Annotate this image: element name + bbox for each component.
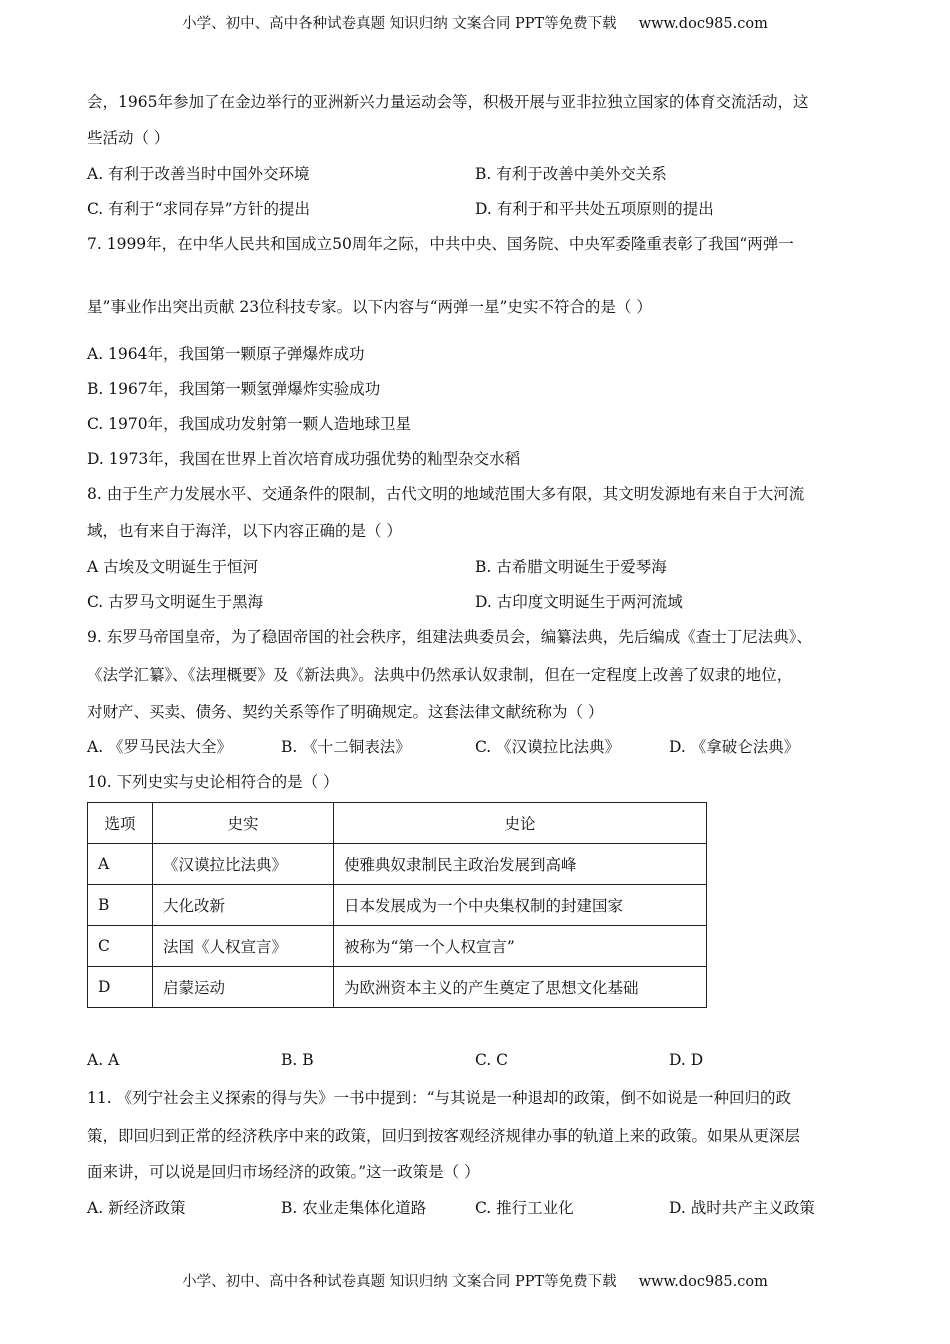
table-cell: B xyxy=(88,885,153,926)
q10-option-d: D. D xyxy=(669,1051,704,1069)
table-cell: 为欧洲资本主义的产生奠定了思想文化基础 xyxy=(334,967,707,1008)
q9-option-b: B. 《十二铜表法》 xyxy=(281,738,411,756)
q9-option-a: A. 《罗马民法大全》 xyxy=(87,738,233,756)
table-cell: 大化改新 xyxy=(153,885,334,926)
q6-line2: 些活动（ ） xyxy=(87,129,170,147)
q9-line1: 9. 东罗马帝国皇帝，为了稳固帝国的社会秩序，组建法典委员会，编纂法典，先后编成《查士丁尼法典》、 xyxy=(87,628,812,646)
q8-option-b: B. 古希腊文明诞生于爱琴海 xyxy=(475,558,667,576)
q8-option-a: A 古埃及文明诞生于恒河 xyxy=(87,558,259,576)
q10-option-b: B. B xyxy=(281,1051,314,1069)
q6-line1: 会，1965年参加了在金边举行的亚洲新兴力量运动会等，积极开展与亚非拉独立国家的体育交流活动，这 xyxy=(87,93,809,111)
q10-option-c: C. C xyxy=(475,1051,509,1069)
q8-option-c: C. 古罗马文明诞生于黑海 xyxy=(87,593,264,611)
header-text: 小学、初中、高中各种试卷真题 知识归纳 文案合同 PPT等免费下载 xyxy=(182,16,617,32)
q11-option-d: D. 战时共产主义政策 xyxy=(669,1199,815,1217)
q9-option-d: D. 《拿破仑法典》 xyxy=(669,738,800,756)
page-header xyxy=(0,12,950,33)
table-cell: 启蒙运动 xyxy=(153,967,334,1008)
q6-option-d: D. 有利于和平共处五项原则的提出 xyxy=(475,200,714,218)
q7-line1: 7. 1999年，在中华人民共和国成立50周年之际，中共中央、国务院、中央军委隆重表彰了我国“两弹一 xyxy=(87,235,794,253)
footer-url[interactable]: www.doc985.com xyxy=(638,1274,768,1290)
q10-table xyxy=(87,802,707,1008)
table-cell: 《汉谟拉比法典》 xyxy=(153,844,334,885)
q9-line3: 对财产、买卖、债务、契约关系等作了明确规定。这套法律文献统称为（ ） xyxy=(87,703,604,721)
table-row xyxy=(88,885,707,926)
q6-option-c: C. 有利于“求同存异”方针的提出 xyxy=(87,200,311,218)
q9-line2: 《法学汇纂》、《法理概要》及《新法典》。法典中仍然承认奴隶制，但在一定程度上改善了奴隶的地位， xyxy=(87,666,793,684)
q6-option-a: A. 有利于改善当时中国外交环境 xyxy=(87,165,310,183)
q7-option-c: C. 1970年，我国成功发射第一颗人造地球卫星 xyxy=(87,415,412,433)
table-cell: C xyxy=(88,926,153,967)
table-header-cell: 史论 xyxy=(334,803,707,844)
table-cell: 法国《人权宣言》 xyxy=(153,926,334,967)
table-cell: 被称为“第一个人权宣言” xyxy=(334,926,707,967)
q8-line1: 8. 由于生产力发展水平、交通条件的限制，古代文明的地域范围大多有限，其文明发源地有来自于大河流 xyxy=(87,485,805,503)
q11-option-b: B. 农业走集体化道路 xyxy=(281,1199,427,1217)
q8-option-d: D. 古印度文明诞生于两河流域 xyxy=(475,593,683,611)
table-cell: 使雅典奴隶制民主政治发展到高峰 xyxy=(334,844,707,885)
q10-option-a: A. A xyxy=(87,1051,120,1069)
q7-option-b: B. 1967年，我国第一颗氢弹爆炸实验成功 xyxy=(87,380,381,398)
page-footer xyxy=(0,1270,950,1291)
table-header-cell: 史实 xyxy=(153,803,334,844)
table-row xyxy=(88,844,707,885)
q7-line2: 星”事业作出突出贡献 23位科技专家。以下内容与“两弹一星”史实不符合的是（ ） xyxy=(87,298,652,316)
footer-text: 小学、初中、高中各种试卷真题 知识归纳 文案合同 PPT等免费下载 xyxy=(182,1274,617,1290)
q10-stem: 10. 下列史实与史论相符合的是（ ） xyxy=(87,773,339,791)
q11-line3: 面来讲，可以说是回归市场经济的政策。”这一政策是（ ） xyxy=(87,1163,480,1181)
table-cell: 日本发展成为一个中央集权制的封建国家 xyxy=(334,885,707,926)
q11-line2: 策，即回归到正常的经济秩序中来的政策，回归到按客观经济规律办事的轨道上来的政策。如果从更深层 xyxy=(87,1127,801,1145)
q11-line1: 11. 《列宁社会主义探索的得与失》一书中提到：“与其说是一种退却的政策，倒不如说是一种回归的政 xyxy=(87,1089,792,1107)
q7-option-a: A. 1964年，我国第一颗原子弹爆炸成功 xyxy=(87,345,365,363)
q11-option-c: C. 推行工业化 xyxy=(475,1199,574,1217)
table-row xyxy=(88,967,707,1008)
q7-option-d: D. 1973年，我国在世界上首次培育成功强优势的籼型杂交水稻 xyxy=(87,450,521,468)
q6-option-b: B. 有利于改善中美外交关系 xyxy=(475,165,667,183)
table-cell: A xyxy=(88,844,153,885)
table-row xyxy=(88,926,707,967)
table-header-row xyxy=(88,803,707,844)
table-header-cell: 选项 xyxy=(88,803,153,844)
q8-line2: 域，也有来自于海洋，以下内容正确的是（ ） xyxy=(87,522,402,540)
q9-option-c: C. 《汉谟拉比法典》 xyxy=(475,738,621,756)
header-url[interactable]: www.doc985.com xyxy=(638,16,768,32)
q11-option-a: A. 新经济政策 xyxy=(87,1199,186,1217)
table-cell: D xyxy=(88,967,153,1008)
